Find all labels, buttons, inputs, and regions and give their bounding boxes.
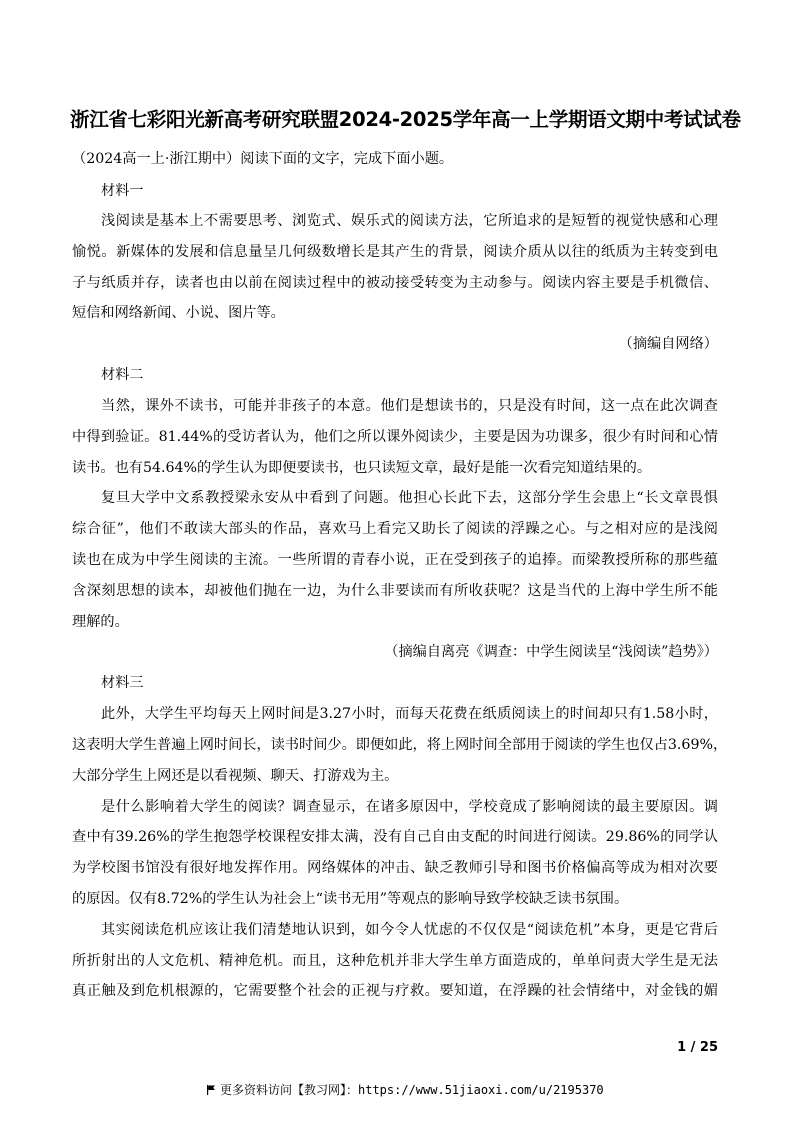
page-number: 1 / 25 bbox=[677, 1040, 718, 1055]
paragraph-line: 真正触及到危机根源的，它需要整个社会的正视与疗救。要知道，在浮躁的社会情绪中，对金钱的媚 bbox=[72, 983, 718, 999]
paragraph-line: 所折射出的人文危机、精神危机。而且，这种危机并非大学生单方面造成的，单单问责大学生是无法 bbox=[72, 953, 718, 969]
paragraph-line: 综合征”，他们不敢读大部头的作品，喜欢马上看完又助长了阅读的浮躁之心。与之相对应的是浅阅 bbox=[72, 521, 718, 537]
paragraph-line: 的原因。仅有8.72%的学生认为社会上“读书无用”等观点的影响导致学校缺乏读书氛围。 bbox=[72, 891, 629, 907]
flag-icon bbox=[206, 1085, 216, 1095]
paragraph-line: 是什么影响着大学生的阅读？调查显示，在诸多原因中，学校竟成了影响阅读的最主要原因。调 bbox=[101, 799, 718, 815]
paragraph-line: 短信和网络新闻、小说、图片等。 bbox=[72, 305, 285, 321]
source-citation-1: （摘编自网络） bbox=[618, 336, 718, 352]
paragraph-line: 查中有39.26%的学生抱怨学校课程安排太满，没有自己自由支配的时间进行阅读。29.86%的同学认 bbox=[72, 829, 718, 845]
paragraph-line: 复旦大学中文系教授梁永安从中看到了问题。他担心长此下去，这部分学生会患上“长文章畏惧 bbox=[101, 490, 718, 506]
section-heading-3: 材料三 bbox=[101, 675, 144, 691]
paragraph-line: 为学校图书馆没有很好地发挥作用。网络媒体的冲击、缺乏教师引导和图书价格偏高等成为相对次要 bbox=[72, 860, 718, 876]
paragraph-line: 中得到验证。81.44%的受访者认为，他们之所以课外阅读少，主要是因为功课多，很少有时间和心情 bbox=[72, 429, 718, 445]
paragraph-line: 此外，大学生平均每天上网时间是3.27小时，而每天花费在纸质阅读上的时间却只有1.58小时， bbox=[101, 706, 718, 722]
paragraph-line: 读也在成为中学生阅读的主流。一些所谓的青春小说，正在受到孩子的追捧。而梁教授所称的那些蕴 bbox=[72, 552, 718, 568]
source-citation-2: （摘编自离亮《调查：中学生阅读呈“浅阅读”趋势》） bbox=[384, 644, 718, 660]
footer-text: 更多资料访问【教习网】：https://www.51jiaoxi.com/u/2195370 bbox=[220, 1083, 604, 1097]
paragraph-line: 愉悦。新媒体的发展和信息量呈几何级数增长是其产生的背景，阅读介质从以往的纸质为主转变到电 bbox=[72, 244, 718, 260]
paragraph-line: 大部分学生上网还是以看视频、聊天、打游戏为主。 bbox=[72, 768, 399, 784]
document-title: 浙江省七彩阳光新高考研究联盟2024-2025学年高一上学期语文期中考试试卷 bbox=[70, 108, 741, 131]
footer-link[interactable] bbox=[206, 1081, 604, 1098]
paragraph-line: 当然，课外不读书，可能并非孩子的本意。他们是想读书的，只是没有时间，这一点在此次调查 bbox=[101, 398, 718, 414]
paragraph-line: 其实阅读危机应该让我们清楚地认识到，如今令人忧虑的不仅仅是“阅读危机”本身，更是它背后 bbox=[101, 922, 718, 938]
paragraph-line: 子与纸质并存，读者也由以前在阅读过程中的被动接受转变为主动参与。阅读内容主要是手机微信、 bbox=[72, 275, 718, 291]
paragraph-line: 理解的。 bbox=[72, 614, 129, 630]
intro-line: （2024高一上·浙江期中）阅读下面的文字，完成下面小题。 bbox=[72, 151, 454, 167]
paragraph-line: 这表明大学生普遍上网时间长，读书时间少。即便如此，将上网时间全部用于阅读的学生也仅占3.69%， bbox=[72, 737, 728, 753]
section-heading-2: 材料二 bbox=[101, 367, 144, 383]
section-heading-1: 材料一 bbox=[101, 183, 144, 199]
paragraph-line: 浅阅读是基本上不需要思考、浏览式、娱乐式的阅读方法，它所追求的是短暂的视觉快感和心理 bbox=[101, 213, 718, 229]
paragraph-line: 含深刻思想的读本，却被他们抛在一边，为什么非要读而有所收获呢？这是当代的上海中学生所不能 bbox=[72, 583, 718, 599]
paragraph-line: 读书。也有54.64%的学生认为即便要读书，也只读短文章，最好是能一次看完知道结果的。 bbox=[72, 460, 652, 476]
